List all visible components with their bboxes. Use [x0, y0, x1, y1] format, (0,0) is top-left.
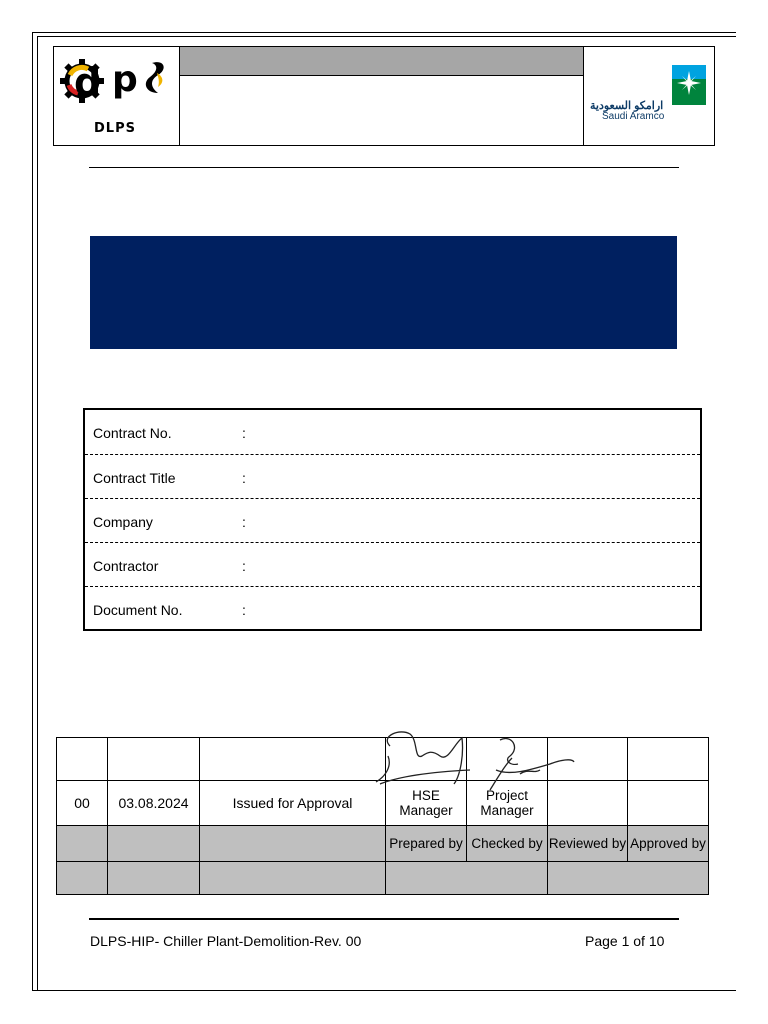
info-row: [85, 542, 700, 586]
column-prepared-by: Prepared by: [386, 826, 467, 862]
svg-text:p: p: [112, 59, 138, 100]
column-checked-by: Checked by: [467, 826, 548, 862]
revision-date: 03.08.2024: [108, 781, 200, 826]
info-value: :: [242, 602, 246, 618]
info-value: :: [242, 558, 246, 574]
table-row: [57, 826, 709, 862]
info-label: Contract No.: [93, 425, 172, 441]
info-label: Contract Title: [93, 470, 176, 486]
header-title-bar: [180, 47, 583, 76]
page-frame-inner-left: [37, 36, 38, 990]
info-value: :: [242, 425, 246, 441]
aramco-star-icon: [672, 65, 712, 109]
header-subtitle-area: [180, 76, 583, 145]
header-title-area: [180, 47, 583, 145]
project-manager-signature: [460, 730, 580, 800]
header-rule: [89, 167, 679, 168]
info-value: :: [242, 514, 246, 530]
dlps-logo-text: DLPS: [94, 121, 136, 136]
page-frame-inner-top: [37, 36, 736, 37]
info-label: Contractor: [93, 558, 159, 574]
footer-page-number: Page 1 of 10: [585, 933, 665, 949]
info-value: :: [242, 470, 246, 486]
info-row: [85, 586, 700, 630]
document-header: [53, 46, 715, 146]
dlps-logo: [54, 47, 180, 145]
page-frame-bottom: [32, 990, 736, 991]
svg-text:d: d: [74, 60, 102, 104]
role-project-manager: Project Manager: [467, 781, 548, 826]
info-row: [85, 498, 700, 542]
footer-rule: [89, 918, 679, 920]
info-row: [85, 454, 700, 498]
saudi-aramco-logo: [583, 47, 714, 145]
revision-status: Issued for Approval: [200, 781, 386, 826]
info-label: Document No.: [93, 602, 183, 618]
footer-document-ref: DLPS-HIP- Chiller Plant-Demolition-Rev. 00: [90, 933, 362, 949]
table-row: [57, 862, 709, 895]
revision-number: 00: [57, 781, 108, 826]
column-reviewed-by: Reviewed by: [548, 826, 628, 862]
contract-info-table: [83, 408, 702, 631]
title-banner: [90, 236, 677, 349]
aramco-arabic-text: ارامكو السعودية: [590, 100, 664, 112]
info-label: Company: [93, 514, 153, 530]
role-hse-manager: HSE Manager: [386, 781, 467, 826]
column-approved-by: Approved by: [628, 826, 709, 862]
info-row: [85, 410, 700, 454]
aramco-english-text: Saudi Aramco: [602, 111, 665, 122]
